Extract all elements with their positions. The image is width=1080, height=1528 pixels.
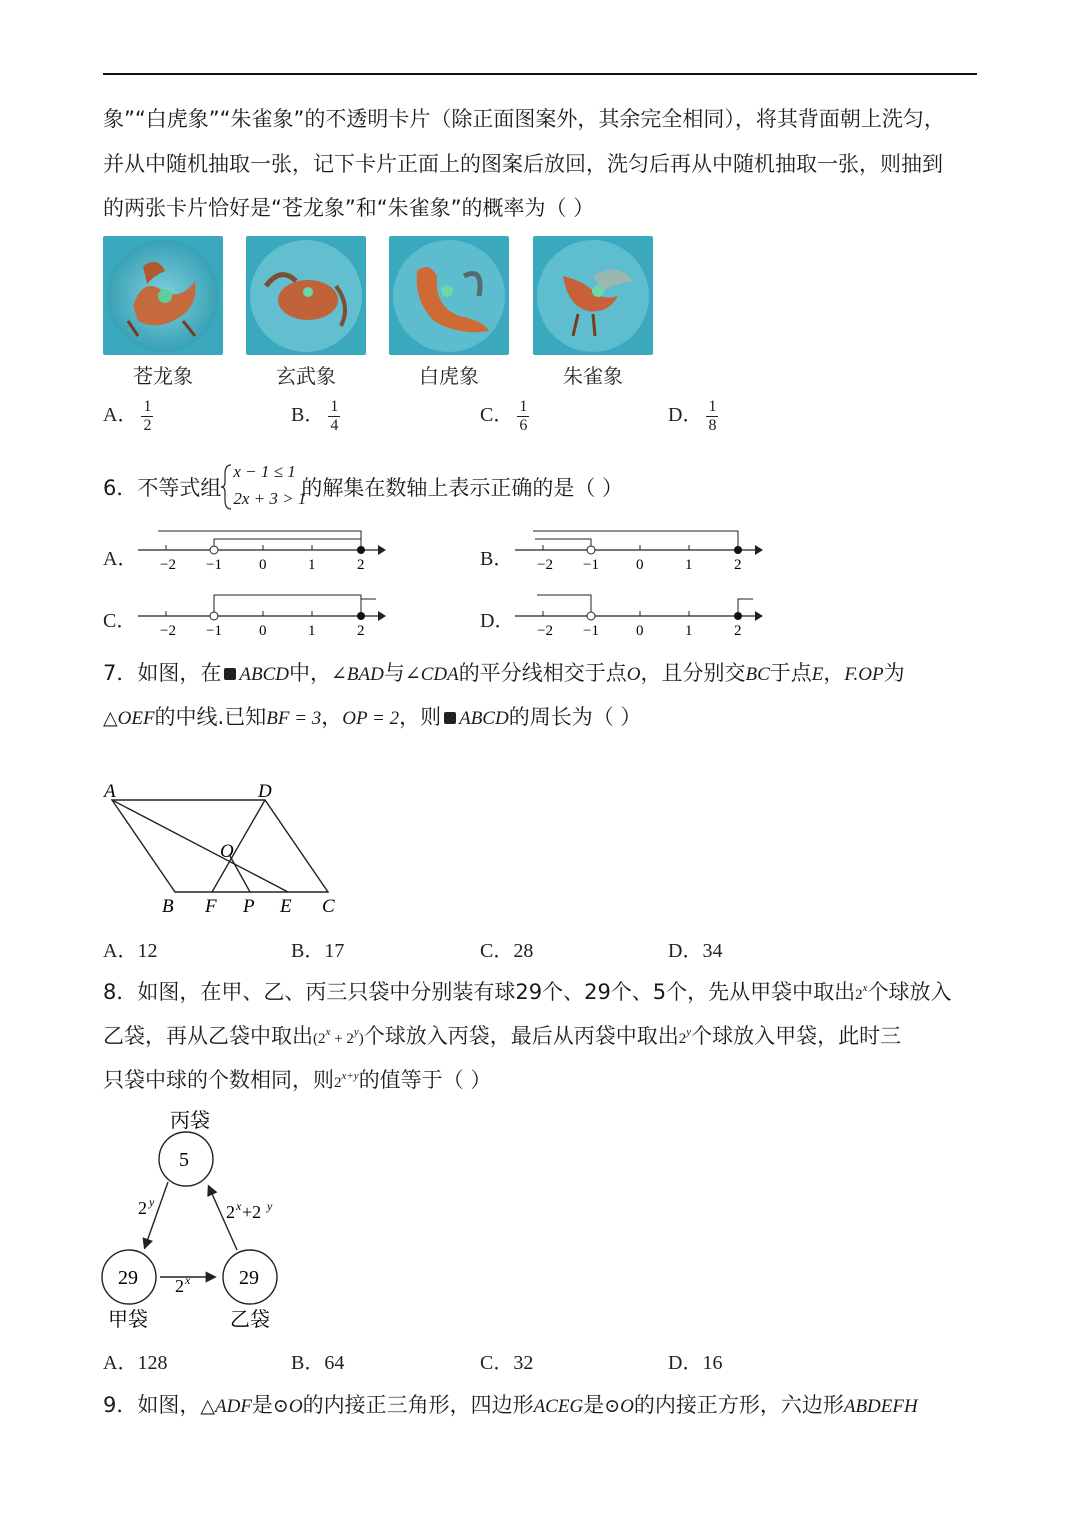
text: ，: [823, 661, 845, 685]
card-caption-xuanwu: 玄武象: [276, 366, 336, 388]
bag-label-yi: 乙袋: [230, 1309, 270, 1331]
q6-option-a-label[interactable]: A．: [103, 548, 138, 570]
card-caption-zhuque: 朱雀象: [563, 366, 623, 388]
tick-label: −2: [160, 623, 176, 638]
arrow-label-right-sup1: x: [236, 1199, 242, 1213]
arrow-label-left-sup: y: [149, 1195, 155, 1209]
bag-value-jia: 29: [118, 1267, 138, 1289]
q8-option-d[interactable]: D．16: [668, 1352, 723, 1374]
q5-option-b[interactable]: [291, 398, 340, 435]
q5-option-c[interactable]: [480, 398, 529, 435]
math: O: [626, 664, 641, 685]
q5-option-a[interactable]: [103, 398, 153, 435]
tick-label: 1: [685, 557, 693, 573]
point-label: C: [322, 896, 335, 917]
q7-option-c[interactable]: C．28: [480, 940, 534, 962]
header-rule: [103, 73, 977, 75]
tick-label: 1: [308, 557, 316, 573]
denominator: 2: [143, 417, 152, 434]
text: 的内接正方形，六边形: [633, 1393, 844, 1417]
math: 2: [855, 987, 863, 1003]
arrow-bing-to-jia: [145, 1182, 168, 1247]
text: 个球放入丙袋，最后从丙袋中取出: [363, 1024, 679, 1048]
text: 8．如图，在甲、乙、丙三只袋中分别装有球29个、29个、5个，先从甲袋中取出: [103, 980, 856, 1004]
text: 为: [883, 661, 905, 685]
fraction: [706, 398, 718, 435]
q8-text-line-3: [103, 1064, 491, 1094]
numerator: 1: [708, 398, 717, 415]
q5-text-line-2: 并从中随机抽取一张，记下卡片正面上的图案后放回，洗匀后再从中随机抽取一张，则抽到: [103, 152, 943, 176]
q8-option-b[interactable]: B．64: [291, 1352, 345, 1374]
bag-value-yi: 29: [239, 1267, 259, 1289]
text: ，: [321, 705, 343, 729]
option-label: B．: [291, 404, 325, 427]
text: 的值等于（ ）: [358, 1068, 492, 1092]
denominator: 6: [519, 417, 528, 434]
card-image-zhuque: [533, 236, 653, 355]
math: F.OP: [844, 664, 884, 685]
math: ∠BAD: [330, 664, 384, 685]
text: 于点: [769, 661, 812, 685]
tick-label: −2: [537, 623, 553, 638]
text: 中，: [288, 661, 331, 685]
q8-text-line-1: [103, 976, 952, 1006]
q6-option-c-label[interactable]: C．: [103, 610, 137, 632]
bag-label-bing: 丙袋: [170, 1110, 210, 1132]
arrow-label-bottom: 2: [175, 1276, 184, 1296]
math: E: [811, 664, 824, 685]
tick-label: −1: [583, 623, 599, 638]
option-label: A．: [103, 404, 138, 427]
tick-label: 0: [636, 623, 644, 638]
card-caption-baihu: 白虎象: [419, 366, 479, 388]
bags-diagram: [100, 1100, 300, 1335]
tick-label: 1: [685, 623, 693, 638]
q8-option-a[interactable]: A．128: [103, 1352, 168, 1374]
parallelogram-figure: [100, 775, 345, 920]
tick-label: 2: [734, 623, 742, 638]
math: ∠CDA: [404, 664, 459, 685]
q7-option-b[interactable]: B．17: [291, 940, 345, 962]
tick-label: −1: [206, 557, 222, 573]
card-caption-canglong: 苍龙象: [133, 366, 193, 388]
text: 个球放入甲袋，此时三: [691, 1024, 902, 1048]
tick-label: −1: [206, 623, 222, 638]
number-line-d: [515, 592, 765, 638]
point-label: O: [220, 841, 234, 862]
numerator: 1: [143, 398, 152, 415]
arrow-label-right-sup2: y: [267, 1199, 273, 1213]
q5-text-line-1: 象”“白虎象”“朱雀象”的不透明卡片（除正面图案外，其余完全相同），将其背面朝上洗匀，: [103, 107, 945, 131]
fraction: [517, 398, 529, 435]
math: x: [862, 982, 868, 994]
math: △OEF: [103, 708, 155, 729]
tick-label: 2: [357, 557, 365, 573]
tick-label: 2: [734, 557, 742, 573]
bag-value-bing: 5: [179, 1149, 189, 1171]
math: BF = 3: [266, 708, 322, 729]
arrow-label-left: 2: [138, 1198, 147, 1218]
option-label: C．: [480, 404, 514, 427]
arrow-label-right: 2: [226, 1202, 235, 1222]
denominator: 4: [330, 417, 339, 434]
q8-text-line-2: [103, 1020, 901, 1050]
text: 的周长为（ ）: [508, 705, 642, 729]
text: 个球放入: [867, 980, 952, 1004]
q6-option-b-label[interactable]: B．: [480, 548, 514, 570]
math: OP = 2: [342, 708, 400, 729]
number-line-a: [138, 528, 388, 574]
fraction: [141, 398, 153, 435]
q5-option-d[interactable]: [668, 398, 718, 435]
text: 的中线.已知: [154, 705, 267, 729]
tick-label: 2: [357, 623, 365, 638]
option-label: D．: [668, 404, 703, 427]
text: 9．如图，: [103, 1393, 201, 1417]
card-image-baihu: [389, 236, 509, 355]
parallelogram-icon: [224, 668, 236, 680]
tick-label: 0: [636, 557, 644, 573]
math: x: [325, 1026, 331, 1038]
parallelogram-icon: [444, 712, 456, 724]
number-line-c: [138, 592, 388, 638]
tick-label: −2: [160, 557, 176, 573]
math: x+y: [341, 1070, 359, 1082]
numerator: 1: [330, 398, 339, 415]
q6-prefix: 6．不等式组: [103, 476, 222, 500]
math: ⊙O: [272, 1396, 303, 1417]
point-label: A: [104, 781, 116, 802]
text: 是: [251, 1393, 273, 1417]
math: ABDEFH: [843, 1396, 918, 1417]
bag-label-jia: 甲袋: [108, 1309, 148, 1331]
text: 的内接正三角形，四边形: [302, 1393, 534, 1417]
card-image-xuanwu: [246, 236, 366, 355]
q6-stem: [103, 462, 623, 514]
denominator: 8: [708, 417, 717, 434]
text: ，则: [399, 705, 442, 729]
math: + 2: [330, 1031, 354, 1047]
text: 是: [583, 1393, 605, 1417]
q7-option-a[interactable]: A．12: [103, 940, 158, 962]
text: 与: [383, 661, 405, 685]
point-label: B: [162, 896, 174, 917]
math: ⊙O: [604, 1396, 634, 1417]
math: ACEG: [533, 1396, 584, 1417]
point-label: E: [280, 896, 292, 917]
text: 只袋中球的个数相同，则: [103, 1068, 334, 1092]
q6-suffix: 的解集在数轴上表示正确的是（ ）: [301, 476, 624, 500]
numerator: 1: [519, 398, 528, 415]
text: 7．如图，在: [103, 661, 222, 685]
fraction: [328, 398, 340, 435]
tick-label: −1: [583, 557, 599, 573]
q5-text-line-3: 的两张卡片恰好是“苍龙象”和“朱雀象”的概率为（ ）: [103, 196, 595, 220]
math: △ADF: [200, 1396, 252, 1417]
tick-label: 0: [259, 557, 267, 573]
math: ABCD: [459, 708, 509, 729]
text: 乙袋，再从乙袋中取出: [103, 1024, 313, 1048]
tick-label: 0: [259, 623, 267, 638]
math: (2: [313, 1031, 326, 1047]
q8-option-c[interactable]: C．32: [480, 1352, 534, 1374]
arrow-label-right-plus: +2: [242, 1202, 262, 1222]
math: y: [686, 1026, 692, 1038]
point-label: D: [258, 781, 272, 802]
q9-text-line-1: [103, 1389, 918, 1419]
inequality-1: x − 1 ≤ 1: [233, 462, 296, 481]
inequality-2: 2x + 3 > 1: [233, 489, 307, 508]
math: y: [353, 1026, 359, 1038]
number-line-b: [515, 528, 765, 574]
q6-option-d-label[interactable]: D．: [480, 610, 515, 632]
arrow-label-bottom-sup: x: [185, 1273, 191, 1287]
math: BC: [745, 664, 770, 685]
card-image-canglong: [103, 236, 223, 355]
point-label: P: [243, 896, 255, 917]
point-label: F: [205, 896, 217, 917]
text: ，且分别交: [640, 661, 746, 685]
math: ABCD: [239, 664, 289, 685]
q7-text-line-1: [103, 657, 905, 687]
math: 2: [334, 1075, 342, 1091]
math: ): [358, 1031, 364, 1047]
q7-option-d[interactable]: D．34: [668, 940, 723, 962]
tick-label: 1: [308, 623, 316, 638]
tick-label: −2: [537, 557, 553, 573]
math: 2: [678, 1031, 687, 1047]
text: 的平分线相交于点: [458, 661, 627, 685]
inequality-system: [221, 462, 307, 512]
q7-text-line-2: [103, 701, 641, 731]
